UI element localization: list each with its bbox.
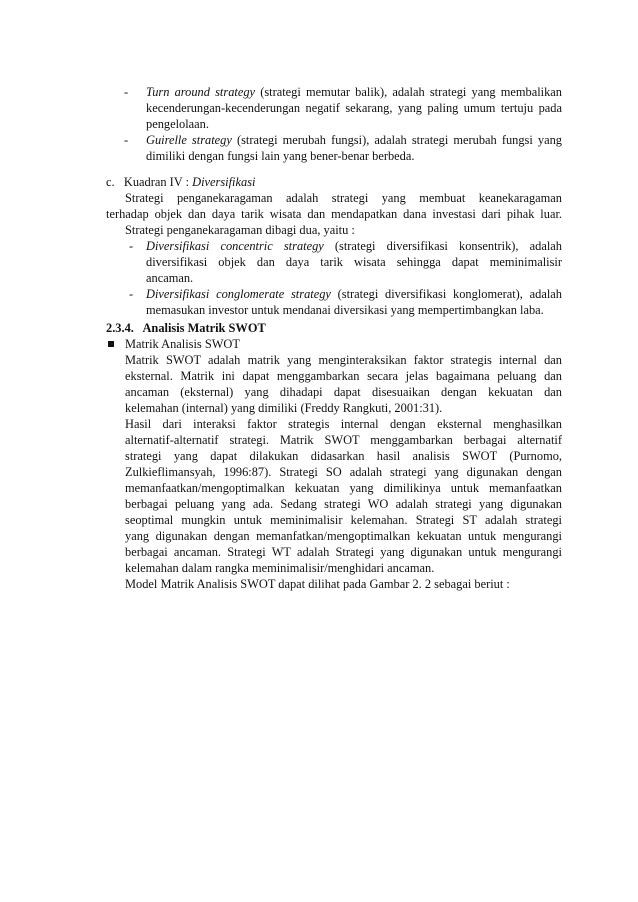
paragraph-line: yang digunakan dengan memanfatkan/mengoptimalkan kekuatan untuk mengurangi <box>125 529 562 543</box>
paragraph-line: Zulkieflimansyah, 1996:87). Strategi SO adalah strategi yang digunakan dengan <box>125 465 562 479</box>
paragraph-line: berbagai peluang yang ada. Sedang strategi WO adalah strategi yang digunakan <box>125 497 562 511</box>
list-item-line: Diversifikasi conglomerate strategy (strategi diversifikasi konglomerat), adalah <box>146 287 562 301</box>
paragraph-line: Hasil dari interaksi faktor strategis internal dengan eksternal menghasilkan <box>125 417 562 431</box>
list-item-line: kecenderungan-kecenderungan negatif sekarang, yang paling umum tertuju pada <box>146 101 562 115</box>
paragraph-line: kelemahan (internal) yang dimiliki (Freddy Rangkuti, 2001:31). <box>125 401 443 415</box>
list-item-line: Guirelle strategy (strategi merubah fungsi), adalah strategi merubah fungsi yang <box>146 133 562 147</box>
kuadran-heading: c. Kuadran IV : Diversifikasi <box>106 175 256 189</box>
paragraph-line: seoptimal mungkin untuk meminimalisir kelemahan. Strategi ST adalah strategi <box>125 513 562 527</box>
term-italic: Turn around strategy <box>146 85 256 99</box>
bullet-label: Matrik Analisis SWOT <box>125 337 240 351</box>
paragraph-line: Model Matrik Analisis SWOT dapat dilihat pada Gambar 2. 2 sebagai beriut : <box>125 577 510 591</box>
paragraph-line: Strategi penganekaragaman adalah strategi yang membuat keanekaragaman <box>125 191 562 205</box>
list-dash: - <box>124 85 129 99</box>
list-dash: - <box>124 133 129 147</box>
term-italic: Guirelle strategy <box>146 133 232 147</box>
list-item-line: ancaman. <box>146 271 194 285</box>
list-item-line: dimiliki dengan fungsi lain yang bener-benar berbeda. <box>146 149 415 163</box>
list-item-line: Turn around strategy (strategi memutar balik), adalah strategi yang membalikan <box>146 85 563 99</box>
paragraph-line: Matrik SWOT adalah matrik yang menginteraksikan faktor strategis internal dan <box>125 353 562 367</box>
list-item-line: diversifikasi objek dan daya tarik wisata sehingga dapat meminimalisir <box>146 255 562 269</box>
paragraph-line: terhadap objek dan daya tarik wisata dan mendapatkan dana investasi dari pihak luar. <box>106 207 562 221</box>
paragraph-line: ancaman (eksternal) yang dihadapi dapat disesuaikan dengan kekuatan dan <box>125 385 562 399</box>
paragraph-line: memanfaatkan/mengoptimalkan kekuatan yang dimilikinya untuk memanfaatkan <box>125 481 562 495</box>
list-dash: - <box>129 287 134 301</box>
paragraph-line: kelemahan dalam rangka meminimalisir/menghidari ancaman. <box>125 561 435 575</box>
paragraph-line: eksternal. Matrik ini dapat menggambarkan secara jelas bagaimana peluang dan <box>125 369 562 383</box>
paragraph-line: Strategi penganekaragaman dibagi dua, yaitu : <box>125 223 355 237</box>
list-item-line: pengelolaan. <box>146 117 209 131</box>
list-item-line: Diversifikasi concentric strategy (strategi diversifikasi konsentrik), adalah <box>146 239 562 253</box>
paragraph-line: strategi yang dapat dilakukan didasarkan hasil analisis SWOT (Purnomo, <box>125 449 562 463</box>
paragraph-line: alternatif-alternatif strategi. Matrik SWOT menggambarkan berbagai alternatif <box>125 433 562 447</box>
term-italic: Diversifikasi conglomerate strategy <box>146 287 331 301</box>
term-italic: Diversifikasi concentric strategy <box>146 239 324 253</box>
bullet-square <box>108 341 114 347</box>
paragraph-line: berbagai ancaman. Strategi WT adalah Strategi yang digunakan untuk mengurangi <box>125 545 562 559</box>
section-heading: 2.3.4. Analisis Matrik SWOT <box>106 321 266 335</box>
list-dash: - <box>129 239 134 253</box>
list-item-line: memasukan investor untuk mendanai diversikasi yang mempertimbangkan laba. <box>146 303 544 317</box>
